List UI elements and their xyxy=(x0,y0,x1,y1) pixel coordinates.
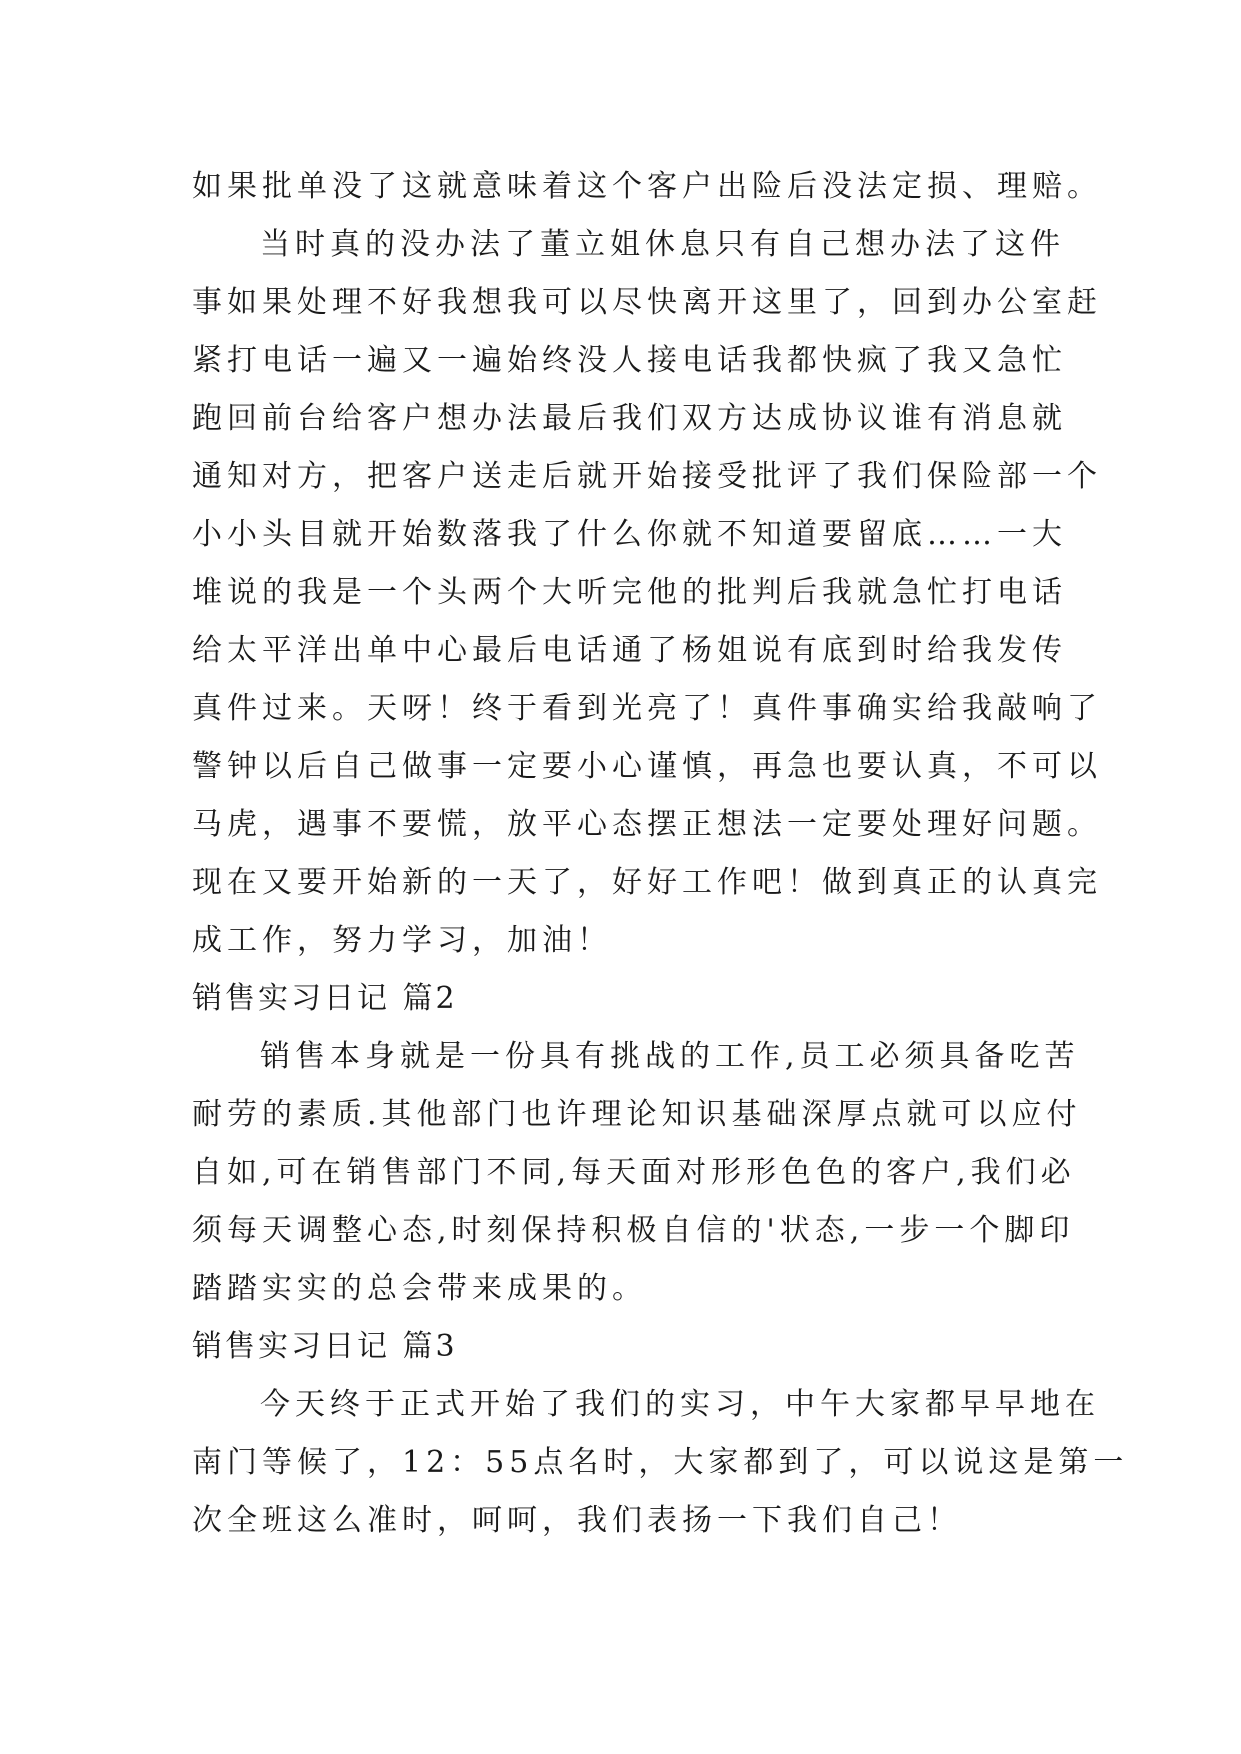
section-heading: 销售实习日记 篇3 xyxy=(192,1329,458,1364)
paragraph-line: 给太平洋出单中心最后电话通了杨姐说有底到时给我发传 xyxy=(192,633,1067,668)
paragraph-line: 次全班这么准时，呵呵，我们表扬一下我们自己！ xyxy=(192,1503,962,1538)
document-body xyxy=(192,158,1129,1550)
paragraph-line: 紧打电话一遍又一遍始终没人接电话我都快疯了我又急忙 xyxy=(192,343,1067,378)
paragraph-line: 真件过来。天呀！终于看到光亮了！真件事确实给我敲响了 xyxy=(192,691,1102,726)
paragraph-line: 自如,可在销售部门不同,每天面对形形色色的客户,我们必 xyxy=(192,1155,1076,1190)
paragraph-line: 当时真的没办法了董立姐休息只有自己想办法了这件 xyxy=(260,227,1065,262)
document-page xyxy=(192,158,1129,1550)
paragraph-line: 耐劳的素质.其他部门也许理论知识基础深厚点就可以应付 xyxy=(192,1097,1082,1132)
paragraph-line: 事如果处理不好我想我可以尽快离开这里了，回到办公室赶 xyxy=(192,285,1102,320)
paragraph-line: 今天终于正式开始了我们的实习，中午大家都早早地在 xyxy=(260,1387,1100,1422)
paragraph-line: 跑回前台给客户想办法最后我们双方达成协议谁有消息就 xyxy=(192,401,1067,436)
paragraph-line: 小小头目就开始数落我了什么你就不知道要留底……一大 xyxy=(192,517,1067,552)
paragraph-line: 马虎，遇事不要慌，放平心态摆正想法一定要处理好问题。 xyxy=(192,807,1102,842)
paragraph-line: 通知对方，把客户送走后就开始接受批评了我们保险部一个 xyxy=(192,459,1102,494)
paragraph-line: 现在又要开始新的一天了，好好工作吧！做到真正的认真完 xyxy=(192,865,1102,900)
paragraph-line: 成工作，努力学习，加油！ xyxy=(192,923,612,958)
paragraph-line: 警钟以后自己做事一定要小心谨慎，再急也要认真，不可以 xyxy=(192,749,1102,784)
paragraph-line: 须每天调整心态,时刻保持积极自信的'状态,一步一个脚印 xyxy=(192,1213,1075,1248)
paragraph-line: 堆说的我是一个头两个大听完他的批判后我就急忙打电话 xyxy=(192,575,1067,610)
paragraph-line: 如果批单没了这就意味着这个客户出险后没法定损、理赔。 xyxy=(192,169,1102,204)
paragraph-line: 南门等候了，12：55点名时，大家都到了，可以说这是第一 xyxy=(192,1445,1129,1480)
paragraph-line: 踏踏实实的总会带来成果的。 xyxy=(192,1271,647,1306)
paragraph-line: 销售本身就是一份具有挑战的工作,员工必须具备吃苦 xyxy=(260,1039,1080,1074)
section-heading: 销售实习日记 篇2 xyxy=(192,981,458,1016)
